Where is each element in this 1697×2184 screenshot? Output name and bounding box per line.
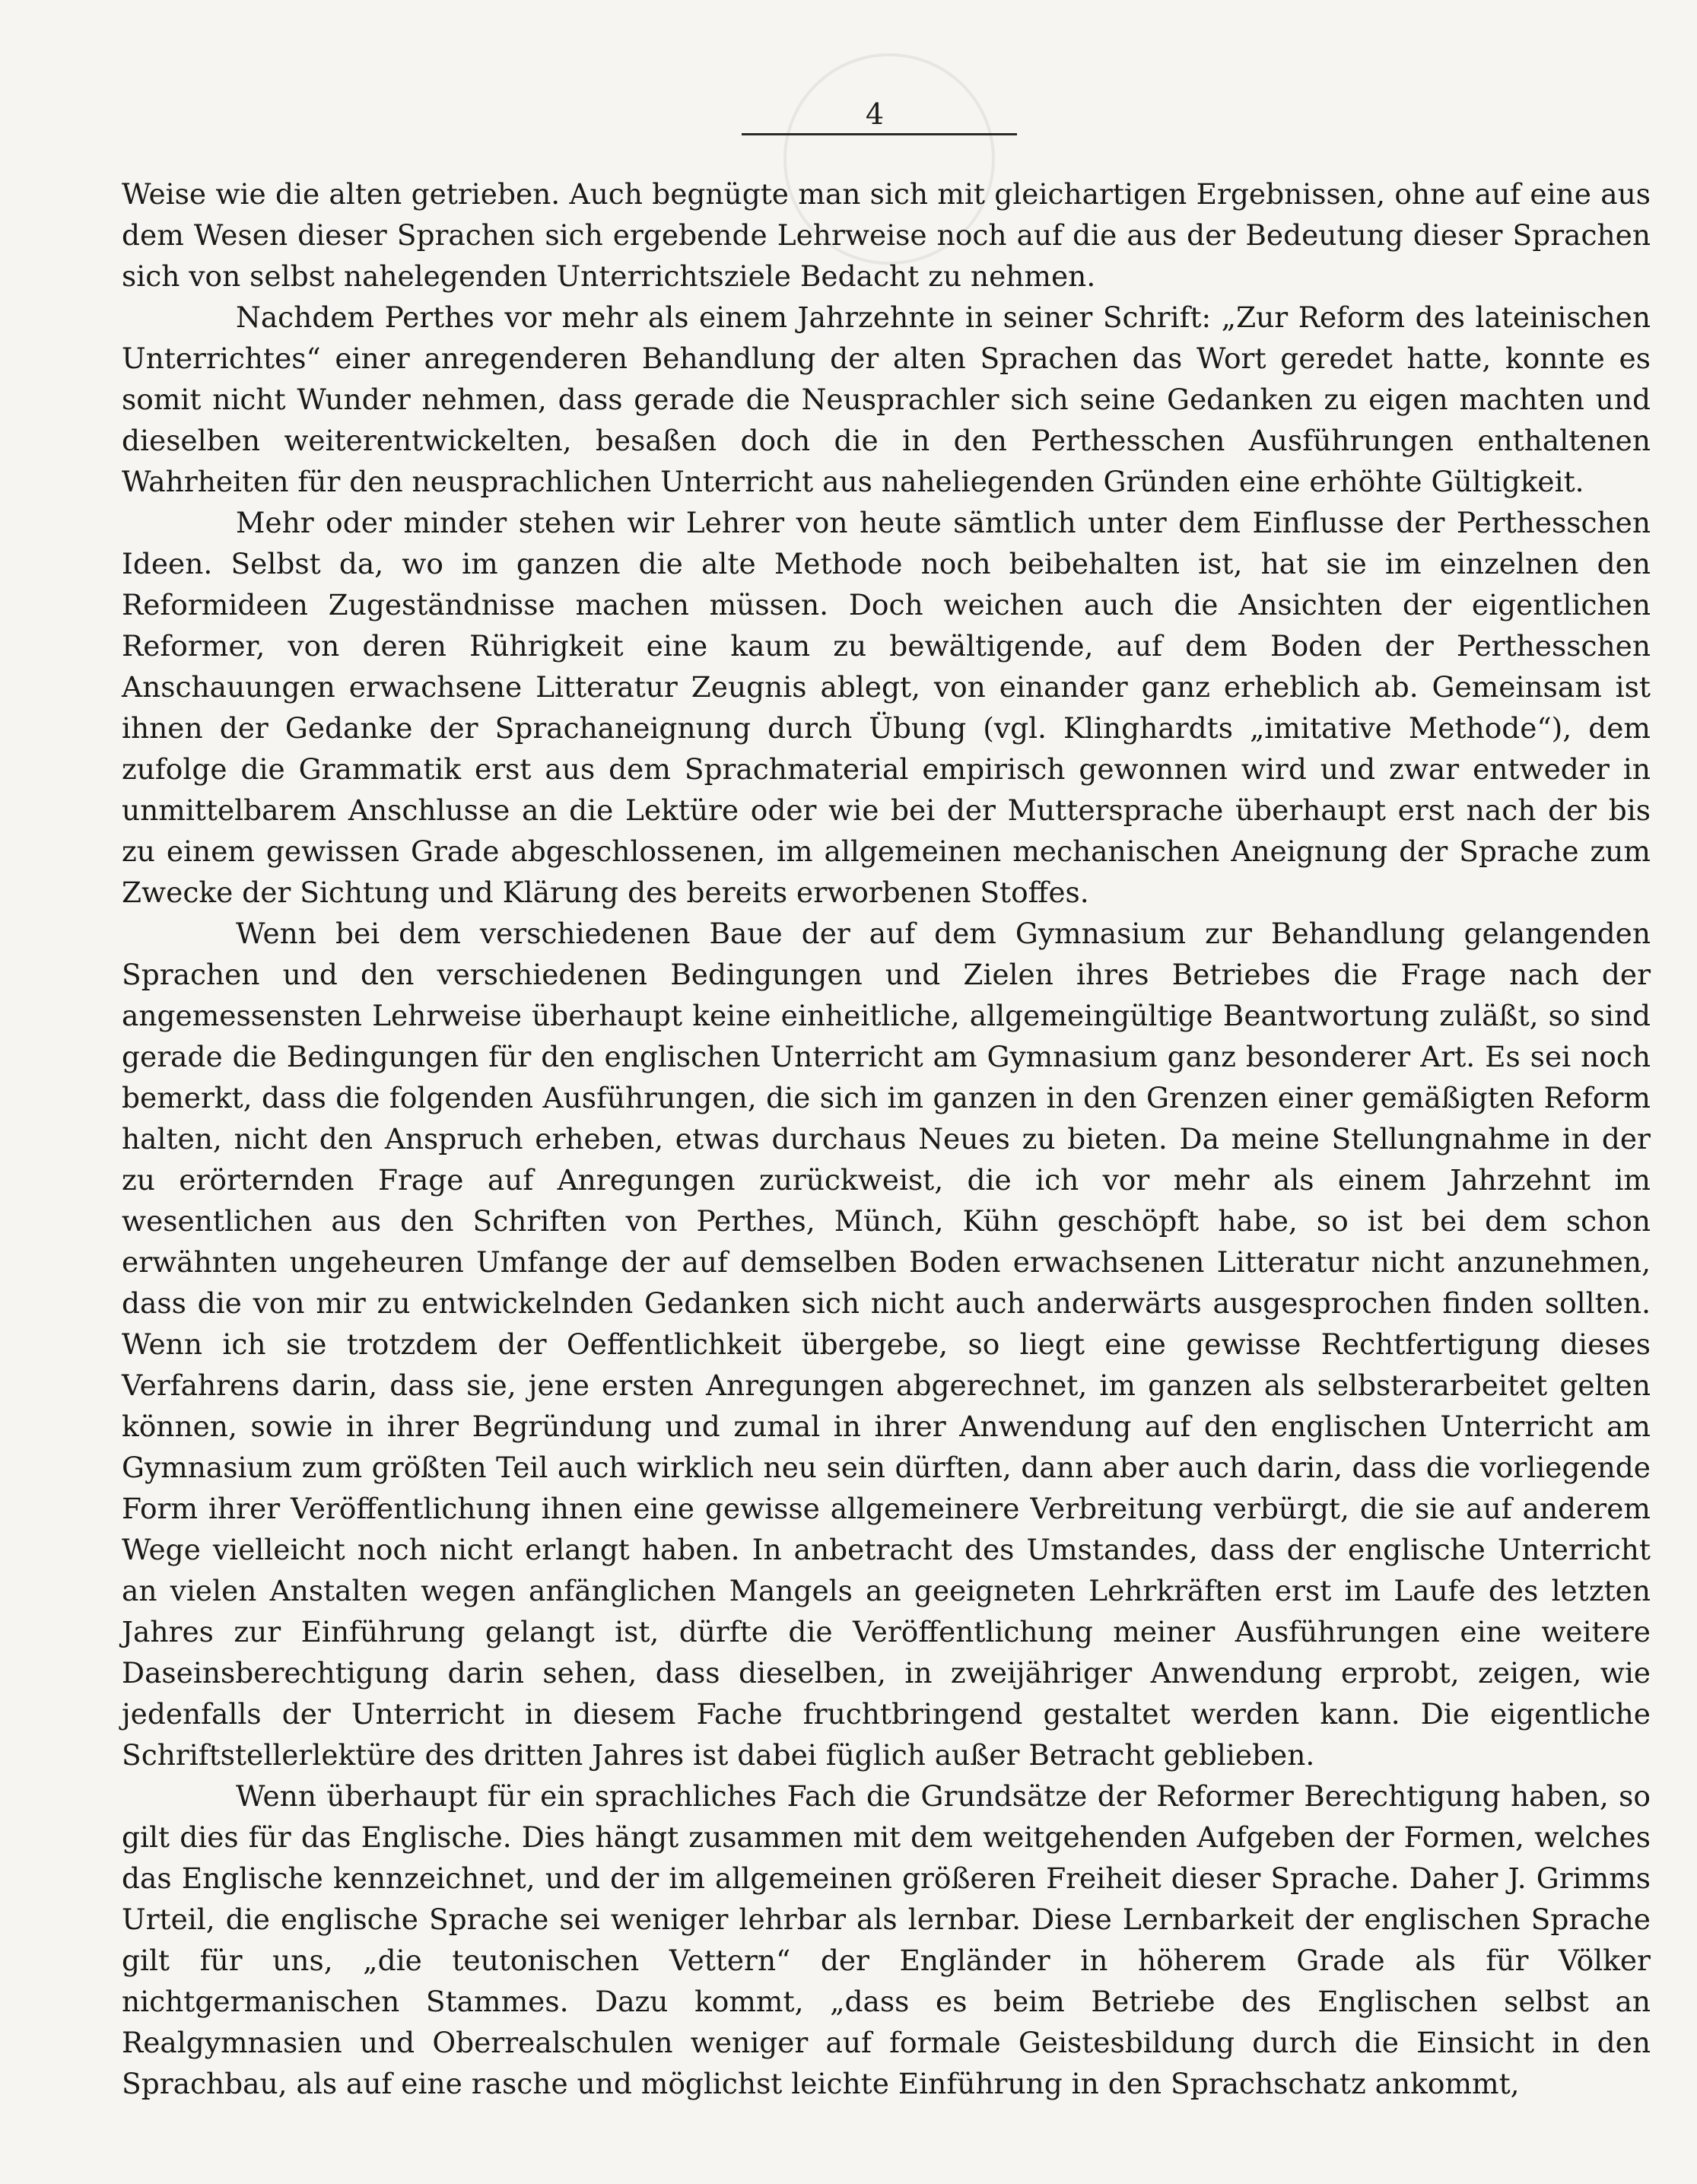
page-number: 4 bbox=[865, 97, 885, 131]
paragraph-5: Wenn überhaupt für ein sprachliches Fach die Grundsätze der Reformer Berechtigung haben, so gilt dies für das Englische. Dies hängt zusammen mit dem weitgehenden Aufgeben der Formen, welches das Englische kennzeichnet, und der im allgemeinen größeren Freiheit dieser Sprache. Daher J. Grimms Urteil, die englische Sprache sei weniger lehrbar als lernbar. Diese Lernbarkeit der englischen Sprache gilt für uns, „die teutonischen Vettern“ der Engländer in höherem Grade als für Völker nichtgermanischen Stammes. Dazu kommt, „dass es beim Betriebe des Englischen selbst an Realgymnasien und Oberrealschulen weniger auf formale Geistesbildung durch die Einsicht in den Sprachbau, als auf eine rasche und möglichst leichte Einführung in den Sprachschatz ankommt, bbox=[122, 1779, 1651, 2100]
header-rule bbox=[742, 133, 1017, 135]
paragraph-2: Nachdem Perthes vor mehr als einem Jahrzehnte in seiner Schrift: „Zur Reform des lateinischen Unterrichtes“ einer anregenderen Behandlung der alten Sprachen das Wort geredet hatte, konnte es somit nicht Wunder nehmen, dass gerade die Neusprachler sich seine Gedanken zu eigen machten und dieselben weiterentwickelten, besaßen doch die in den Perthesschen Ausführungen enthaltenen Wahrheiten für den neusprachlichen Unterricht aus naheliegenden Gründen eine erhöhte Gültigkeit. bbox=[122, 300, 1651, 498]
paragraph-1: Weise wie die alten getrieben. Auch begnügte man sich mit gleichartigen Ergebnissen, ohne auf eine aus dem Wesen dieser Sprachen sich ergebende Lehrweise noch auf die aus der Bedeutung dieser Sprachen sich von selbst nahelegenden Unterrichtsziele Bedacht zu nehmen. bbox=[122, 177, 1651, 293]
paragraph-3: Mehr oder minder stehen wir Lehrer von heute sämtlich unter dem Einflusse der Perthesschen Ideen. Selbst da, wo im ganzen die alte Methode noch beibehalten ist, hat sie im einzelnen den Reformideen Zugeständnisse machen müssen. Doch weichen auch die Ansichten der eigentlichen Reformer, von deren Rührigkeit eine kaum zu bewältigende, auf dem Boden der Perthesschen Anschauungen erwachsene Litteratur Zeugnis ablegt, von einander ganz erheblich ab. Gemeinsam ist ihnen der Gedanke der Sprachaneignung durch Übung (vgl. Klinghardts „imitative Methode“), dem zufolge die Grammatik erst aus dem Sprachmaterial empirisch gewonnen wird und zwar entweder in unmittelbarem Anschlusse an die Lektüre oder wie bei der Muttersprache überhaupt erst nach der bis zu einem gewissen Grade abgeschlossenen, im allgemeinen mechanischen Aneignung der Sprache zum Zwecke der Sichtung und Klärung des bereits erworbenen Stoffes. bbox=[122, 506, 1651, 909]
paragraph-4: Wenn bei dem verschiedenen Baue der auf dem Gymnasium zur Behandlung gelangenden Sprachen und den verschiedenen Bedingungen und Zielen ihres Betriebes die Frage nach der angemessensten Lehrweise überhaupt keine einheitliche, allgemeingültige Beantwortung zuläßt, so sind gerade die Bedingungen für den englischen Unterricht am Gymnasium ganz besonderer Art. Es sei noch bemerkt, dass die folgenden Ausführungen, die sich im ganzen in den Grenzen einer gemäßigten Reform halten, nicht den Anspruch erheben, etwas durchaus Neues zu bieten. Da meine Stellungnahme in der zu erörternden Frage auf Anregungen zurückweist, die ich vor mehr als einem Jahrzehnt im wesentlichen aus den Schriften von Perthes, Münch, Kühn geschöpft habe, so ist bei dem schon erwähnten ungeheuren Umfange der auf demselben Boden erwachsenen Litteratur nicht anzunehmen, dass die von mir zu entwickelnden Gedanken sich nicht auch anderwärts ausgesprochen finden sollten. Wenn ich sie trotzdem der Oeffentlichkeit übergebe, so liegt eine gewisse Rechtfertigung dieses Verfahrens darin, dass sie, jene ersten Anregungen abgerechnet, im ganzen als selbsterarbeitet gelten können, sowie in ihrer Begründung und zumal in ihrer Anwendung auf den englischen Unterricht am Gymnasium zum größten Teil auch wirklich neu sein dürften, dann aber auch darin, dass die vorliegende Form ihrer Veröffentlichung ihnen eine gewisse allgemeinere Verbreitung verbürgt, die sie auf anderem Wege vielleicht noch nicht erlangt haben. In anbetracht des Umstandes, dass der englische Unterricht an vielen Anstalten wegen anfänglichen Mangels an geeigneten Lehrkräften erst im Laufe des letzten Jahres zur Einführung gelangt ist, dürfte die Veröffentlichung meiner Ausführungen eine weitere Daseinsberechtigung darin sehen, dass dieselben, in zweijähriger Anwendung erprobt, zeigen, wie jedenfalls der Unterricht in diesem Fache fruchtbringend gestaltet werden kann. Die eigentliche Schriftstellerlektüre des dritten Jahres ist dabei füglich außer Betracht geblieben. bbox=[122, 917, 1651, 1772]
body-text bbox=[122, 173, 1651, 2104]
